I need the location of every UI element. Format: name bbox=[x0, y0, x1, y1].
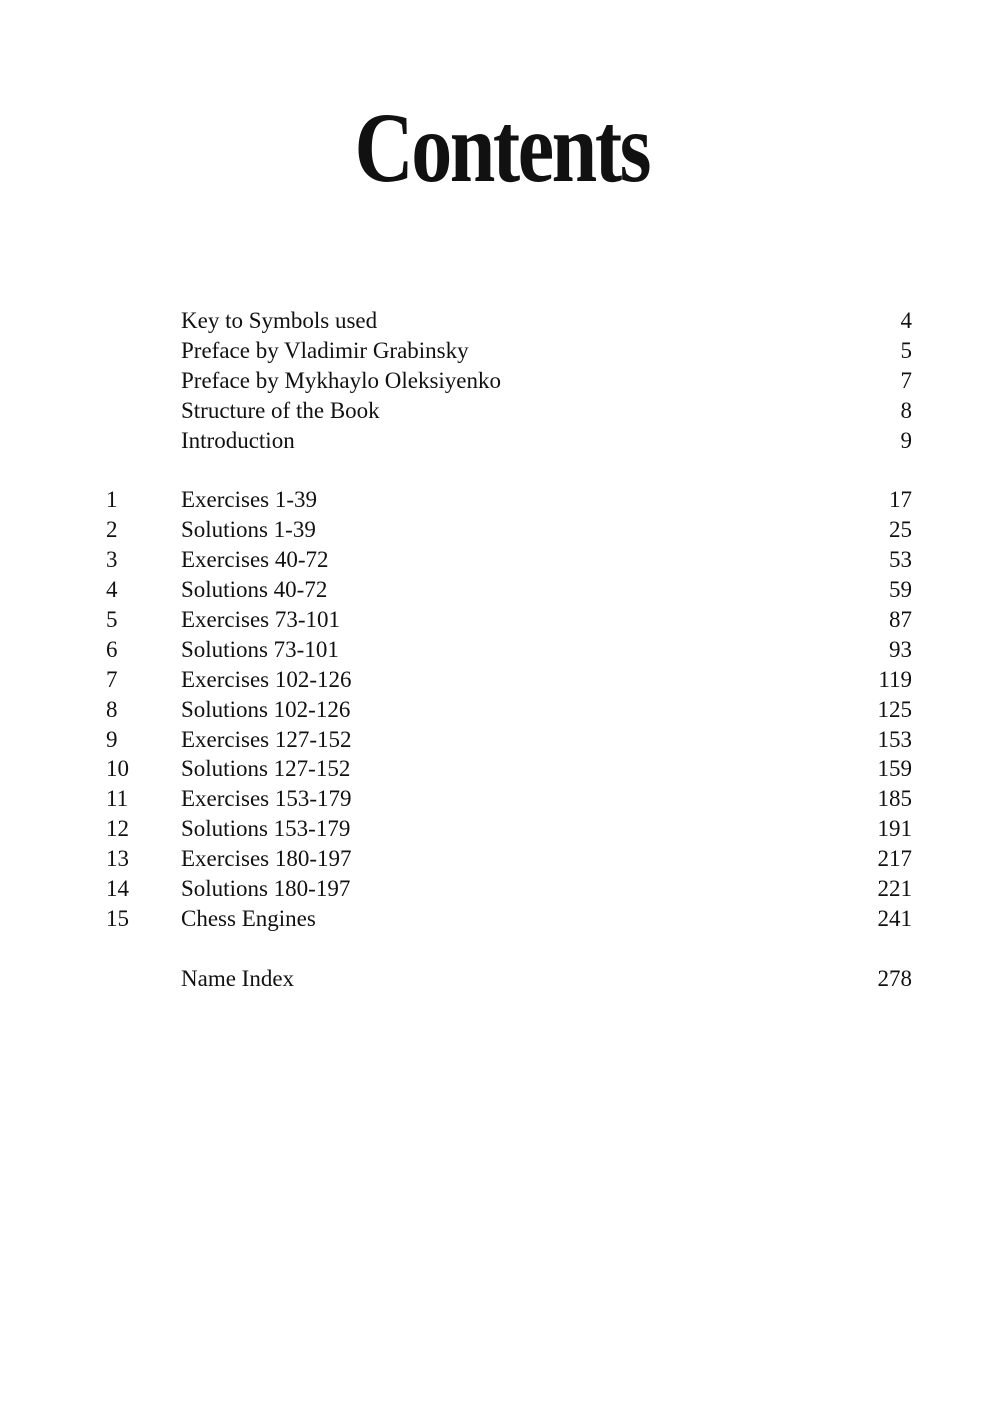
chapter-label: Solutions 1-39 bbox=[181, 517, 316, 543]
chapter-number: 1 bbox=[106, 487, 118, 513]
toc-entry[interactable] bbox=[106, 336, 912, 366]
chapter-label: Exercises 153-179 bbox=[181, 786, 352, 812]
chapter-entry[interactable] bbox=[106, 844, 912, 874]
toc-entry[interactable] bbox=[106, 964, 912, 994]
chapter-label: Exercises 1-39 bbox=[181, 487, 318, 513]
chapter-page: 221 bbox=[877, 876, 912, 902]
chapter-page: 25 bbox=[889, 517, 912, 543]
chapter-page: 59 bbox=[889, 577, 912, 603]
chapter-entry[interactable] bbox=[106, 575, 912, 605]
toc-entry-page: 8 bbox=[900, 397, 912, 423]
chapter-page: 191 bbox=[877, 816, 912, 842]
chapter-entry[interactable] bbox=[106, 725, 912, 755]
chapter-entry[interactable] bbox=[106, 904, 912, 934]
chapter-number: 5 bbox=[106, 607, 118, 633]
chapter-entry[interactable] bbox=[106, 485, 912, 515]
chapter-number: 8 bbox=[106, 696, 118, 722]
chapter-label: Exercises 127-152 bbox=[181, 726, 352, 752]
chapter-label: Chess Engines bbox=[181, 905, 316, 931]
toc-entry-page: 7 bbox=[900, 367, 912, 393]
toc-entry-label: Key to Symbols used bbox=[181, 308, 378, 333]
toc-entry[interactable] bbox=[106, 306, 912, 336]
chapter-number: 3 bbox=[106, 547, 118, 573]
toc-entry[interactable] bbox=[106, 366, 912, 396]
toc-entry-label: Introduction bbox=[181, 427, 295, 453]
chapter-label: Solutions 73-101 bbox=[181, 636, 339, 662]
chapter-number: 4 bbox=[106, 577, 118, 603]
chapter-page: 93 bbox=[889, 636, 912, 662]
page-title: Contents bbox=[354, 92, 650, 203]
toc-entry-label: Name Index bbox=[181, 965, 295, 991]
chapter-label: Solutions 153-179 bbox=[181, 816, 351, 842]
chapter-label: Solutions 40-72 bbox=[181, 577, 328, 603]
chapter-page: 87 bbox=[889, 607, 912, 633]
chapter-page: 185 bbox=[877, 786, 912, 812]
chapter-number: 12 bbox=[106, 816, 129, 842]
chapter-number: 14 bbox=[106, 876, 129, 902]
back-matter-list bbox=[106, 964, 912, 994]
chapter-label: Solutions 127-152 bbox=[181, 756, 351, 782]
toc-entry[interactable] bbox=[106, 396, 912, 426]
front-matter-list bbox=[106, 306, 912, 455]
chapter-number: 9 bbox=[106, 726, 118, 752]
toc-entry-label: Preface by Vladimir Grabinsky bbox=[181, 337, 469, 363]
toc-entry-page: 5 bbox=[900, 337, 912, 363]
chapter-label: Exercises 102-126 bbox=[181, 666, 352, 692]
table-of-contents bbox=[106, 306, 912, 1024]
chapter-entry[interactable] bbox=[106, 695, 912, 725]
chapter-number: 11 bbox=[106, 786, 129, 812]
chapter-page: 125 bbox=[877, 696, 912, 722]
chapter-number: 7 bbox=[106, 666, 118, 692]
chapter-number: 15 bbox=[106, 905, 129, 931]
chapter-page: 241 bbox=[877, 905, 912, 931]
chapter-label: Exercises 180-197 bbox=[181, 846, 352, 872]
chapter-entry[interactable] bbox=[106, 754, 912, 784]
toc-entry-page: 278 bbox=[877, 965, 912, 991]
toc-entry-label: Preface by Mykhaylo Oleksiyenko bbox=[181, 367, 502, 393]
chapter-entry[interactable] bbox=[106, 814, 912, 844]
chapter-entry[interactable] bbox=[106, 784, 912, 814]
chapter-label: Exercises 73-101 bbox=[181, 607, 341, 633]
chapter-page: 17 bbox=[889, 487, 912, 513]
chapter-entry[interactable] bbox=[106, 605, 912, 635]
chapter-entry[interactable] bbox=[106, 515, 912, 545]
chapter-entry[interactable] bbox=[106, 665, 912, 695]
chapter-entry[interactable] bbox=[106, 545, 912, 575]
chapter-entry[interactable] bbox=[106, 874, 912, 904]
toc-entry-label: Structure of the Book bbox=[181, 397, 380, 423]
chapter-label: Exercises 40-72 bbox=[181, 547, 329, 573]
toc-entry-page: 4 bbox=[900, 308, 912, 333]
toc-entry[interactable] bbox=[106, 426, 912, 456]
toc-entry-page: 9 bbox=[900, 427, 912, 453]
chapter-page: 119 bbox=[878, 666, 912, 692]
chapter-page: 217 bbox=[877, 846, 912, 872]
chapter-number: 13 bbox=[106, 846, 129, 872]
chapter-label: Solutions 102-126 bbox=[181, 696, 351, 722]
chapter-number: 10 bbox=[106, 756, 129, 782]
chapter-page: 159 bbox=[877, 756, 912, 782]
chapter-entry[interactable] bbox=[106, 635, 912, 665]
chapter-label: Solutions 180-197 bbox=[181, 876, 351, 902]
chapter-page: 153 bbox=[877, 726, 912, 752]
chapter-list bbox=[106, 485, 912, 933]
chapter-number: 2 bbox=[106, 517, 118, 543]
chapter-number: 6 bbox=[106, 636, 118, 662]
chapter-page: 53 bbox=[889, 547, 912, 573]
